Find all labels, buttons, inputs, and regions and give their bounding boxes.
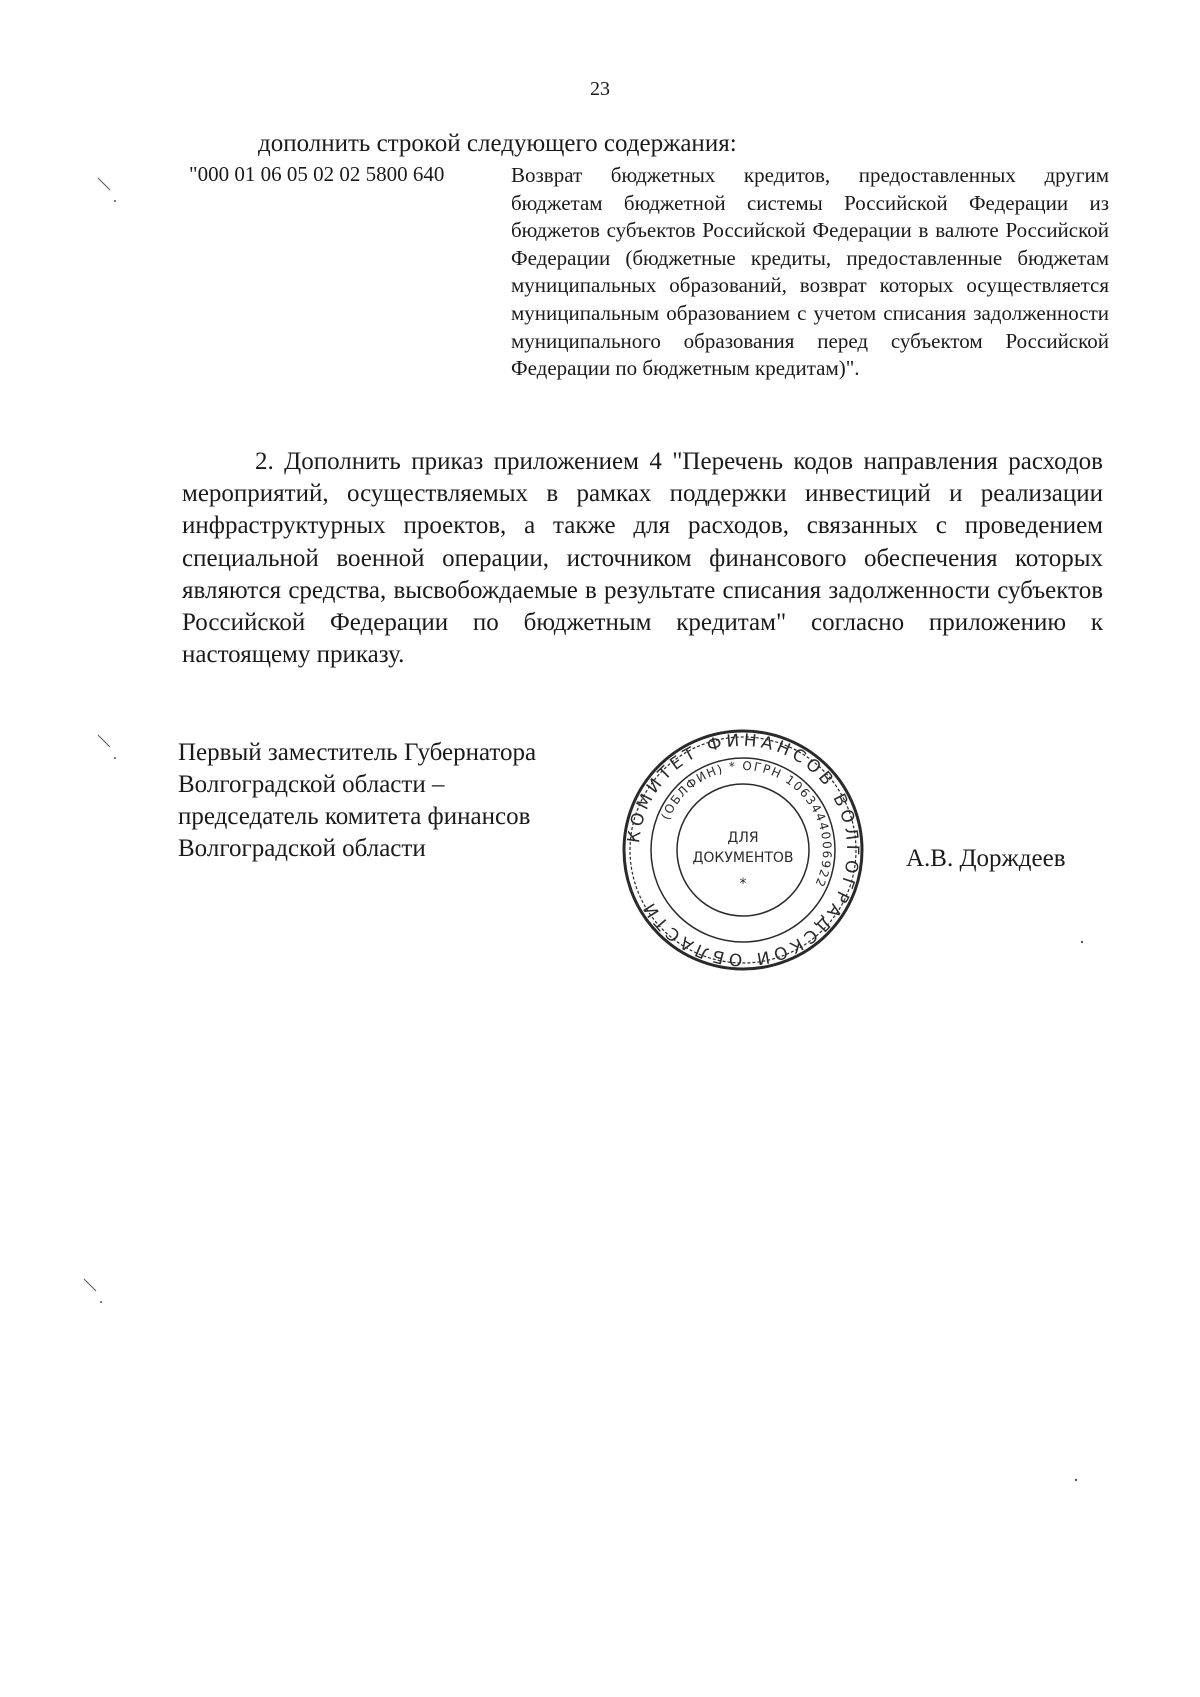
margin-mark-icon [96, 176, 118, 206]
budget-code-description: Возврат бюджетных кредитов, предоставленных другим бюджетам бюджетной системы Российской Федерации из бюджетов субъектов Российской Федерации в валюте Российской Федерации (бюджетные кредиты, предоставленные бюджетам муниципальных образований, возврат которых осуществляется муниципальным образованием с учетом списания задолженности муниципального образования перед субъектом Российской Федерации по бюджетным кредитам)". [511, 163, 1109, 381]
margin-mark-icon [82, 1277, 104, 1307]
signatory-position [178, 737, 536, 865]
position-line: Волгоградской области [178, 835, 426, 862]
seal-graphic [622, 728, 864, 972]
official-seal [622, 728, 864, 972]
signatory-name: А.В. Дорждеев [906, 845, 1066, 872]
position-line: Первый заместитель Губернатора [178, 739, 537, 766]
margin-mark-icon [96, 733, 118, 763]
seal-star-icon: * [739, 876, 747, 892]
budget-code: "000 01 06 05 02 02 5800 640 [189, 162, 445, 186]
position-line: Волгоградской области – [178, 771, 445, 798]
seal-center-line-2: ДОКУМЕНТОВ [692, 850, 794, 866]
speck-mark-icon [1078, 938, 1086, 946]
page-number: 23 [590, 78, 610, 100]
position-line: председатель комитета финансов [178, 803, 531, 830]
seal-outer-text: КОМИТЕТ ФИНАНСОВ ВОЛГОГРАДСКОЙ ОБЛАСТИ [624, 730, 863, 970]
speck-mark-icon [1072, 1476, 1080, 1484]
intro-line: дополнить строкой следующего содержания: [258, 130, 737, 157]
paragraph-2: 2. Дополнить приказ приложением 4 "Перечень кодов направления расходов мероприятий, осуществляемых в рамках поддержки инвестиций и реализации инфраструктурных проектов, а также для расходов, связанных с проведением специальной военной операции, источником финансового обеспечения которых являются средства, высвобождаемые в результате списания задолженности субъектов Российской Федерации по бюджетным кредитам" согласно приложению к настоящему приказу. [182, 448, 1103, 669]
seal-center-line-1: ДЛЯ [727, 830, 759, 846]
seal-inner-text: (ОБЛФИН) * ОГРН 1063444006922 [658, 758, 835, 891]
